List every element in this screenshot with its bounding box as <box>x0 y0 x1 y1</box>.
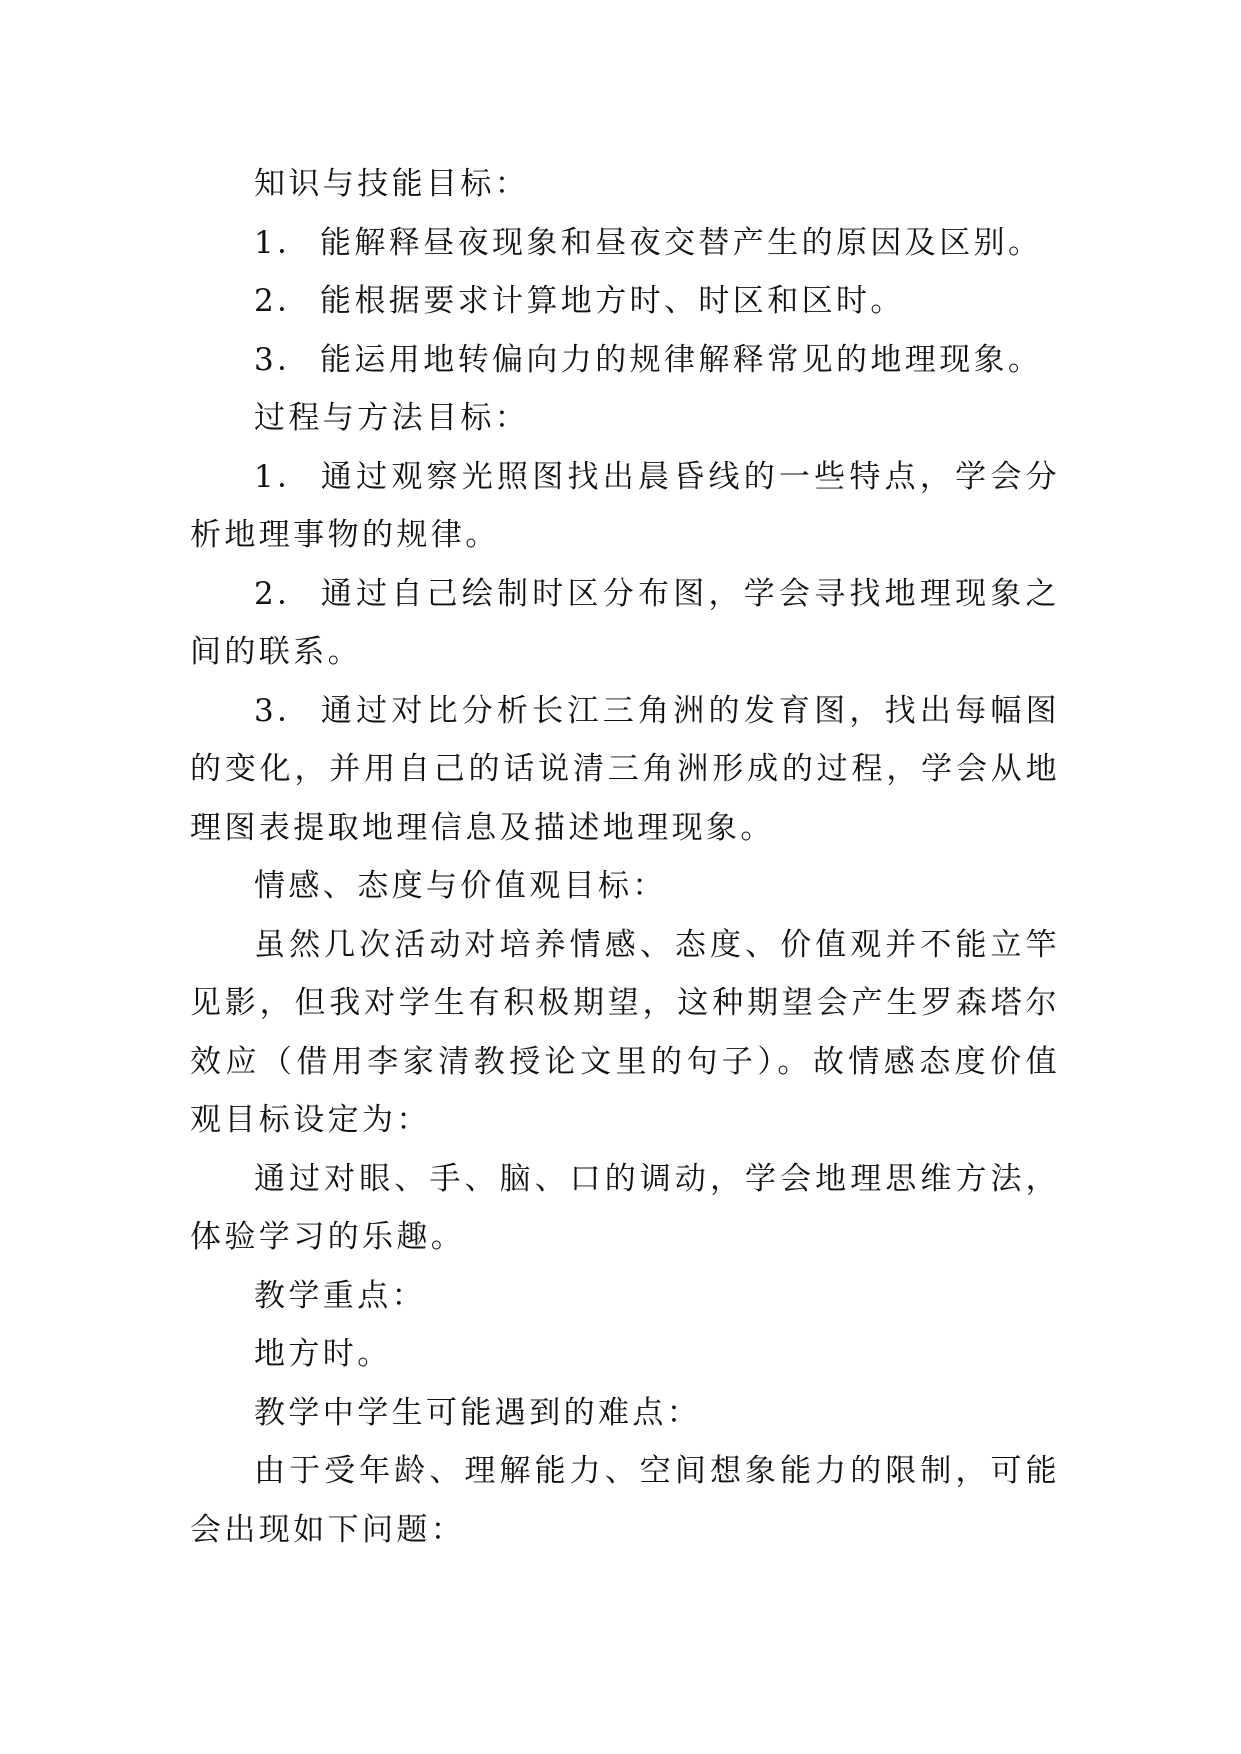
process-item-1 <box>190 448 1060 565</box>
difficulty-text: 由于受年龄、理解能力、空间想象能力的限制，可能会出现如下问题： <box>190 1453 1060 1548</box>
difficulty-heading: 教学中学生可能遇到的难点： <box>254 1394 702 1431</box>
list-text: 能运用地转偏向力的规律解释常见的地理现象。 <box>320 341 1043 378</box>
list-text: 能解释昼夜现象和昼夜交替产生的原因及区别。 <box>320 224 1043 261</box>
process-item-3 <box>190 682 1060 858</box>
list-number: 2． <box>254 283 312 319</box>
list-text: 通过观察光照图找出晨昏线的一些特点，学会分析地理事物的规律。 <box>190 458 1060 553</box>
list-text: 通过对比分析长江三角洲的发育图，找出每幅图的变化，并用自己的话说清三角洲形成的过程，学会从地理图表提取地理信息及描述地理现象。 <box>190 692 1060 846</box>
focus-heading: 教学重点： <box>254 1277 426 1314</box>
emotion-heading: 情感、态度与价值观目标： <box>254 868 667 904</box>
knowledge-item-1 <box>190 214 1060 273</box>
knowledge-item-2 <box>190 272 1060 331</box>
knowledge-heading: 知识与技能目标： <box>254 166 530 202</box>
list-number: 3． <box>254 692 312 729</box>
list-number: 1． <box>254 458 312 495</box>
document-body <box>190 155 1060 1559</box>
emotion-paragraph-1: 虽然几次活动对培养情感、态度、价值观并不能立竿见影，但我对学生有积极期望，这种期望会产生罗森塔尔效应（借用李家清教授论文里的句子）。故情感态度价值观目标设定为： <box>190 926 1060 1138</box>
process-item-2 <box>190 565 1060 682</box>
process-heading: 过程与方法目标： <box>254 400 530 436</box>
list-number: 3． <box>254 341 312 378</box>
list-text: 通过自己绘制时区分布图，学会寻找地理现象之间的联系。 <box>190 575 1060 670</box>
list-text: 能根据要求计算地方时、时区和区时。 <box>320 283 905 319</box>
focus-text: 地方时。 <box>254 1336 392 1372</box>
emotion-paragraph-2: 通过对眼、手、脑、口的调动，学会地理思维方法，体验学习的乐趣。 <box>190 1160 1060 1255</box>
list-number: 2． <box>254 575 312 612</box>
knowledge-item-3 <box>190 331 1060 390</box>
list-number: 1． <box>254 224 312 261</box>
